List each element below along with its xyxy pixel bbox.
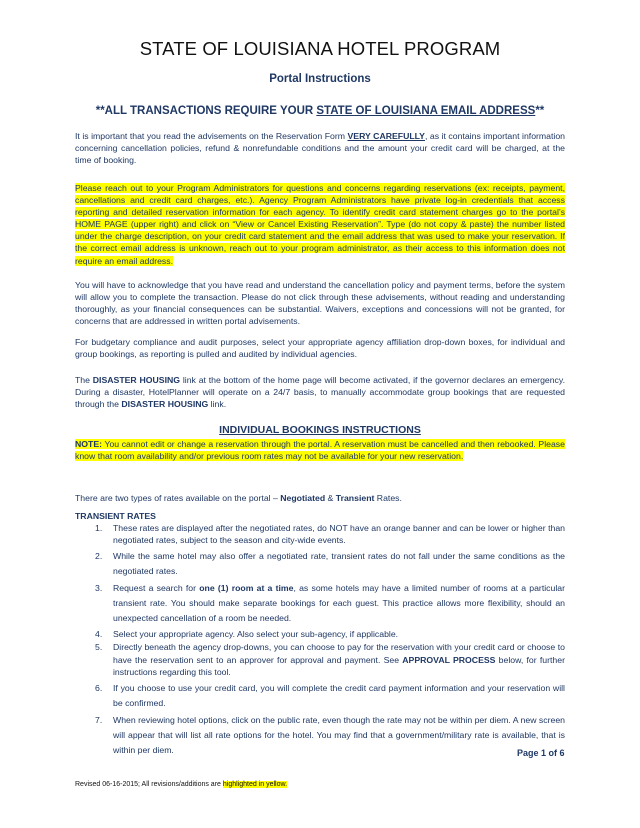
list-item: 6. If you choose to use your credit card, you will complete the credit card payment information and your reservation will be confirmed. bbox=[95, 682, 565, 708]
intro-paragraph-2-highlighted: Please reach out to your Program Administrators for questions and concerns regarding reservations (ex: receipts, payment, cancellations and credit card charges, etc.). Agency Program Administrators have private log-in credentials that access reporting and detailed reservation information for each agency. To identify credit card statement charges go to the portal’s HOME PAGE (upper right) and click on “View or Cancel Existing Reservation”. Type (do not copy & paste) the number listed under the charge description, on your credit card statement and the email address that was used to make your reservation. If the correct email address is unknown, reach out to your program administrator, as their access to this information does not require an email address. bbox=[75, 183, 565, 266]
intro-paragraph-4: For budgetary compliance and audit purposes, select your appropriate agency affiliation drop-down boxes, for individual and group bookings, as reporting is pulled and audited by individual agencies. bbox=[75, 337, 565, 360]
list-item: 7. When reviewing hotel options, click on the public rate, even though the rate may not be within per diem. A new screen will appear that will list all rate options for the hotel. You may find that a government/military rate is available, that is within per diem. bbox=[95, 714, 565, 755]
intro-paragraph-1: It is important that you read the advisements on the Reservation Form VERY CAREFULLY, as it contains important information concerning cancellation policies, refund & nonrefundable conditions and the amount your credit card will be charged, at the time of booking. bbox=[75, 131, 565, 166]
page-subtitle: Portal Instructions bbox=[269, 73, 371, 85]
rate-types-paragraph: There are two types of rates available on the portal – Negotiated & Transient Rates. bbox=[75, 493, 402, 503]
page-title: STATE OF LOUISIANA HOTEL PROGRAM bbox=[139, 38, 501, 59]
list-item: 4. Select your appropriate agency. Also select your sub-agency, if applicable. bbox=[95, 629, 399, 639]
list-item: 3. Request a search for one (1) room at a time, as some hotels may have a limited number of rooms at a particular transient rate. You should make separate bookings for each guest. This practice allows more flexibility, should an unexpected cancellation of a room be needed. bbox=[95, 583, 565, 623]
individual-bookings-heading: INDIVIDUAL BOOKINGS INSTRUCTIONS bbox=[219, 424, 421, 436]
transient-rates-heading: TRANSIENT RATES bbox=[75, 511, 156, 521]
intro-paragraph-5: The DISASTER HOUSING link at the bottom of the home page will become activated, if the governor declares an emergency. During a disaster, HotelPlanner will operate on a 24/7 basis, to manually accommodate group bookings that are requested through the DISASTER HOUSING link. bbox=[75, 375, 566, 410]
intro-paragraph-3: You will have to acknowledge that you have read and understand the cancellation policy and payment terms, before the system will allow you to complete the transaction. Please do not click through these advisements, without reading and understanding thoroughly, as your financial consequences can be substantial. Waivers, exceptions and concessions will not be granted, for concerns that are addressed in written portal advisements. bbox=[75, 280, 565, 327]
transient-rates-list bbox=[75, 522, 565, 758]
email-requirement: **ALL TRANSACTIONS REQUIRE YOUR STATE OF LOUISIANA EMAIL ADDRESS** bbox=[95, 105, 545, 117]
page-number: Page 1 of 6 bbox=[517, 748, 565, 758]
list-item: 1. These rates are displayed after the negotiated rates, do NOT have an orange banner and can be lower or higher than negotiated rates, subject to the season and city-wide events. bbox=[95, 523, 565, 545]
revision-footer: Revised 06-16-2015; All revisions/additions are highlighted in yellow. bbox=[75, 781, 288, 788]
list-item: 5. Directly beneath the agency drop-downs, you can choose to pay for the reservation with your credit card or choose to have the reservation sent to an approver for approval and payment. See APPROVAL PROCESS below, for further instructions regarding this tool. bbox=[95, 642, 565, 677]
list-item: 2. While the same hotel may also offer a negotiated rate, transient rates do not fall under the same conditions as the negotiated rates. bbox=[95, 551, 565, 576]
note-paragraph: NOTE: You cannot edit or change a reservation through the portal. A reservation must be cancelled and then rebooked. Please know that room availability and/or previous room rates may not be available for your new reservation. bbox=[75, 439, 565, 462]
